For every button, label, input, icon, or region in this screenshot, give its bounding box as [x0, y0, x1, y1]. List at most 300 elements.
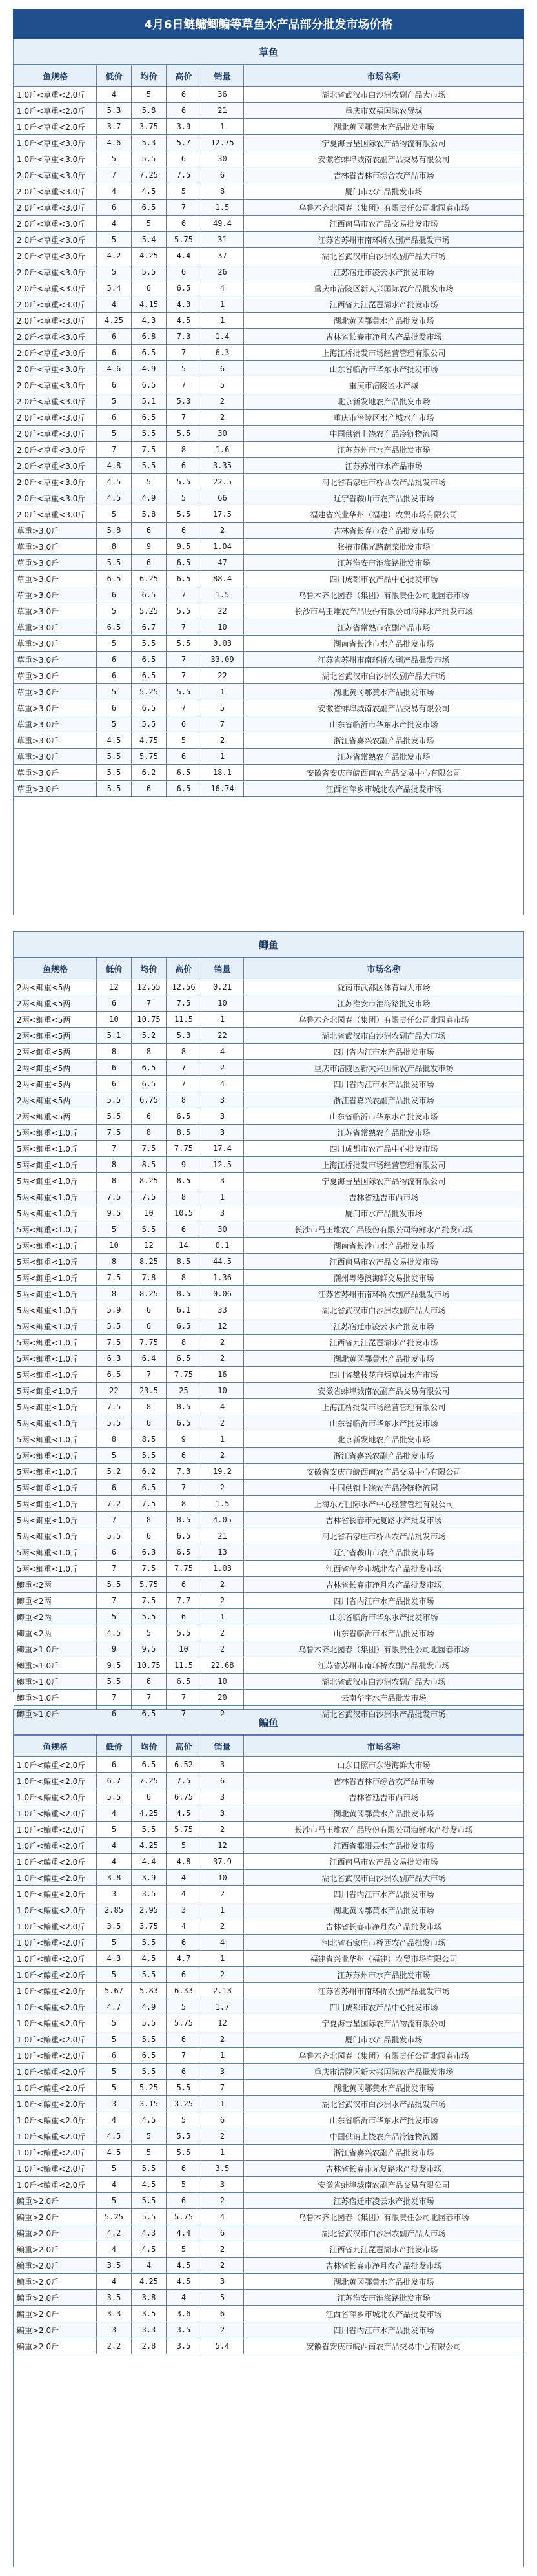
volume-cell: 1: [201, 2145, 244, 2161]
high-price-cell: 6: [167, 1967, 201, 1983]
low-price-cell: 4: [97, 2274, 132, 2290]
spec-cell: 2两<鲫重<5两: [14, 995, 97, 1012]
low-price-cell: 4.5: [97, 474, 132, 490]
market-cell: 重庆市涪陵区新大兴国际农产品批发市场: [244, 1060, 524, 1076]
volume-cell: 3: [201, 1125, 244, 1141]
high-price-cell: 7.3: [167, 329, 201, 345]
market-cell: 江苏宿迁市凌云水产批发市场: [244, 1318, 524, 1335]
spec-cell: 5两<鲫重<1.0斤: [14, 1431, 97, 1448]
spec-cell: 草重>3.0斤: [14, 555, 97, 571]
avg-price-cell: 5.5: [132, 1967, 167, 1983]
avg-price-cell: 4.3: [132, 2225, 167, 2241]
avg-price-cell: 5.25: [132, 2080, 167, 2096]
low-price-cell: 3.3: [97, 2306, 132, 2322]
volume-cell: 31: [201, 232, 244, 248]
market-cell: 湖北黄冈鄂黄水产品批发市场: [244, 2080, 524, 2096]
avg-price-cell: 6: [132, 1528, 167, 1544]
high-price-cell: 3.5: [167, 2322, 201, 2338]
high-price-cell: 5.5: [167, 684, 201, 700]
spec-cell: 草重>3.0斤: [14, 684, 97, 700]
avg-price-cell: 3.9: [132, 1870, 167, 1886]
avg-price-cell: 6: [132, 1674, 167, 1690]
avg-price-cell: 2.95: [132, 1902, 167, 1918]
column-header: 高价: [167, 958, 201, 979]
market-cell: 宁夏海吉星国际农产品物流有限公司: [244, 135, 524, 151]
high-price-cell: 10.5: [167, 1205, 201, 1221]
low-price-cell: 6.7: [97, 1773, 132, 1789]
market-cell: 北京新发地农产品批发市场: [244, 1431, 524, 1448]
market-cell: 山东省临沂市华东水产批发市场: [244, 2112, 524, 2128]
avg-price-cell: 8.25: [132, 1286, 167, 1302]
low-price-cell: 4.5: [97, 732, 132, 749]
table-row: [14, 1609, 524, 1625]
volume-cell: 5: [201, 377, 244, 393]
market-cell: 重庆市涪陵区水产城水产市场: [244, 410, 524, 426]
avg-price-cell: 6.2: [132, 765, 167, 781]
volume-cell: 6: [201, 2306, 244, 2322]
table-row: [14, 1415, 524, 1431]
high-price-cell: 5.75: [167, 232, 201, 248]
avg-price-cell: 7.25: [132, 167, 167, 183]
spec-cell: 2两<鲫重<5两: [14, 1028, 97, 1044]
market-cell: 四川成都市农产品中心批发市场: [244, 1141, 524, 1157]
spec-cell: 5两<鲫重<1.0斤: [14, 1238, 97, 1254]
high-price-cell: 6.5: [167, 765, 201, 781]
market-cell: 江西省鄱阳县水产品批发市场: [244, 1838, 524, 1854]
market-cell: 安徽省蚌埠城南农副产品交易有限公司: [244, 1383, 524, 1399]
high-price-cell: 9.5: [167, 539, 201, 555]
volume-cell: 6: [201, 2112, 244, 2128]
avg-price-cell: 10.75: [132, 1657, 167, 1674]
low-price-cell: 4.8: [97, 458, 132, 474]
avg-price-cell: 6.3: [132, 1544, 167, 1561]
table-row: [14, 1302, 524, 1318]
table-row: [14, 2338, 524, 2354]
market-cell: 江西省萍乡市城北农产品批发市场: [244, 781, 524, 797]
spec-cell: 5两<鲫重<1.0斤: [14, 1141, 97, 1157]
column-header: 均价: [132, 958, 167, 979]
avg-price-cell: 6.75: [132, 1092, 167, 1108]
high-price-cell: 5: [167, 183, 201, 200]
section-grass-carp: [13, 39, 524, 915]
avg-price-cell: 5.1: [132, 393, 167, 410]
table-row: [14, 1935, 524, 1951]
table-row: [14, 1512, 524, 1528]
market-cell: 河北省石家庄市桥西农产品批发市场: [244, 1528, 524, 1544]
avg-price-cell: 7: [132, 1690, 167, 1706]
table-row: [14, 1012, 524, 1028]
volume-cell: 2: [201, 2258, 244, 2274]
column-header: 市场名称: [244, 1736, 524, 1757]
low-price-cell: 5: [97, 426, 132, 442]
table-row: [14, 1641, 524, 1657]
low-price-cell: 5.25: [97, 2209, 132, 2225]
table-row: [14, 1076, 524, 1092]
spec-cell: 1.0斤<草重<3.0斤: [14, 151, 97, 167]
volume-cell: 17.4: [201, 1141, 244, 1157]
table-row: [14, 1983, 524, 1999]
low-price-cell: 4.25: [97, 313, 132, 329]
volume-cell: 0.21: [201, 979, 244, 995]
column-header: 低价: [97, 1736, 132, 1757]
spec-cell: 2两<鲫重<5两: [14, 1012, 97, 1028]
high-price-cell: 7: [167, 668, 201, 684]
spec-cell: 2.0斤<草重<3.0斤: [14, 248, 97, 264]
low-price-cell: 4.5: [97, 2145, 132, 2161]
avg-price-cell: 4.9: [132, 361, 167, 377]
low-price-cell: 8: [97, 1254, 132, 1270]
market-cell: 上海东方国际水产中心经营管理有限公司: [244, 1496, 524, 1512]
avg-price-cell: 4.15: [132, 296, 167, 313]
market-cell: 湖北黄冈鄂黄水产品批发市场: [244, 1351, 524, 1367]
avg-price-cell: 6: [132, 555, 167, 571]
low-price-cell: 6: [97, 377, 132, 393]
volume-cell: 3: [201, 2177, 244, 2193]
market-cell: 湖南省长沙市水产品批发市场: [244, 636, 524, 652]
avg-price-cell: 6.5: [132, 2048, 167, 2064]
market-cell: 江西省九江琵琶湖水产批发市场: [244, 296, 524, 313]
spec-cell: 鳊重>2.0斤: [14, 2225, 97, 2241]
spec-cell: 5两<鲫重<1.0斤: [14, 1399, 97, 1415]
low-price-cell: 8: [97, 539, 132, 555]
table-row: [14, 749, 524, 765]
high-price-cell: 6: [167, 2193, 201, 2209]
market-cell: 湖北省武汉市白沙洲农副产品大市场: [244, 1302, 524, 1318]
high-price-cell: 7: [167, 700, 201, 716]
avg-price-cell: 5.5: [132, 716, 167, 732]
low-price-cell: 7.5: [97, 1125, 132, 1141]
high-price-cell: 7: [167, 345, 201, 361]
high-price-cell: 5.5: [167, 2128, 201, 2145]
table-row: [14, 232, 524, 248]
spec-cell: 1.0斤<鳊重<2.0斤: [14, 1822, 97, 1838]
table-row: [14, 1254, 524, 1270]
high-price-cell: 6: [167, 103, 201, 119]
high-price-cell: 14: [167, 1238, 201, 1254]
low-price-cell: 5.5: [97, 1092, 132, 1108]
spec-cell: 1.0斤<鳊重<2.0斤: [14, 1805, 97, 1822]
table-row: [14, 1205, 524, 1221]
table-body: [14, 979, 524, 1722]
spec-cell: 2.0斤<草重<3.0斤: [14, 474, 97, 490]
volume-cell: 2: [201, 1351, 244, 1367]
spec-cell: 草重>3.0斤: [14, 603, 97, 619]
table-row: [14, 1967, 524, 1983]
volume-cell: 2: [201, 2031, 244, 2048]
market-cell: 山东省临沂市华东水产批发市场: [244, 1609, 524, 1625]
volume-cell: 1.6: [201, 442, 244, 458]
table-row: [14, 1351, 524, 1367]
volume-cell: 3: [201, 1092, 244, 1108]
spec-cell: 2.0斤<草重<3.0斤: [14, 377, 97, 393]
low-price-cell: 5.5: [97, 1789, 132, 1805]
avg-price-cell: 8: [132, 1399, 167, 1415]
volume-cell: 2: [201, 2193, 244, 2209]
avg-price-cell: 4.25: [132, 248, 167, 264]
table-row: [14, 1886, 524, 1902]
spec-cell: 鲫重<2两: [14, 1609, 97, 1625]
table-row: [14, 1092, 524, 1108]
table-row: [14, 1561, 524, 1577]
market-cell: 江苏淮安市淮海路批发市场: [244, 2290, 524, 2306]
high-price-cell: 4: [167, 1886, 201, 1902]
market-cell: 乌鲁木齐北园春（集团）有限责任公司北园春市场: [244, 1012, 524, 1028]
volume-cell: 10: [201, 1383, 244, 1399]
market-cell: 江西省萍乡市城北农产品批发市场: [244, 2306, 524, 2322]
market-cell: 四川省攀枝花市炳草岗水产市场: [244, 1367, 524, 1383]
volume-cell: 4: [201, 1044, 244, 1060]
market-cell: 吉林省长春市净月农产品批发市场: [244, 329, 524, 345]
low-price-cell: 12: [97, 979, 132, 995]
table-row: [14, 1221, 524, 1238]
volume-cell: 1.5: [201, 200, 244, 216]
high-price-cell: 6: [167, 2064, 201, 2080]
volume-cell: 12: [201, 2015, 244, 2031]
table-row: [14, 716, 524, 732]
table-row: [14, 1757, 524, 1773]
high-price-cell: 4: [167, 1870, 201, 1886]
high-price-cell: 7: [167, 587, 201, 603]
spec-cell: 草重>3.0斤: [14, 781, 97, 797]
low-price-cell: 7.5: [97, 1335, 132, 1351]
market-cell: 吉林省长春市光复路水产批发市场: [244, 1512, 524, 1528]
table-row: [14, 1544, 524, 1561]
low-price-cell: 3.5: [97, 1918, 132, 1935]
avg-price-cell: 5.5: [132, 1935, 167, 1951]
avg-price-cell: 23.5: [132, 1383, 167, 1399]
volume-cell: 1: [201, 684, 244, 700]
spec-cell: 2.0斤<草重<3.0斤: [14, 393, 97, 410]
market-cell: 浙江省嘉兴农副产品批发市场: [244, 1448, 524, 1464]
table-row: [14, 1870, 524, 1886]
spec-cell: 2.0斤<草重<3.0斤: [14, 216, 97, 232]
volume-cell: 1: [201, 296, 244, 313]
high-price-cell: 4: [167, 1918, 201, 1935]
high-price-cell: 5.5: [167, 474, 201, 490]
market-cell: 浙江省嘉兴农副产品批发市场: [244, 1092, 524, 1108]
volume-cell: 6: [201, 1773, 244, 1789]
volume-cell: 30: [201, 1221, 244, 1238]
high-price-cell: 6.5: [167, 1318, 201, 1335]
low-price-cell: 6: [97, 652, 132, 668]
avg-price-cell: 6: [132, 781, 167, 797]
market-cell: 江西省萍乡市城北农产品批发市场: [244, 1561, 524, 1577]
low-price-cell: 6: [97, 1480, 132, 1496]
low-price-cell: 4: [97, 216, 132, 232]
market-cell: 湖北省武汉市白沙洲水产品批发市场: [244, 2096, 524, 2112]
spec-cell: 1.0斤<草重<2.0斤: [14, 87, 97, 103]
volume-cell: 2: [201, 1641, 244, 1657]
low-price-cell: 5.2: [97, 1464, 132, 1480]
low-price-cell: 7: [97, 1141, 132, 1157]
volume-cell: 2: [201, 2241, 244, 2258]
spec-cell: 5两<鲫重<1.0斤: [14, 1254, 97, 1270]
table-row: [14, 995, 524, 1012]
low-price-cell: 6: [97, 1544, 132, 1561]
volume-cell: 30: [201, 151, 244, 167]
spec-cell: 2两<鲫重<5两: [14, 1108, 97, 1125]
high-price-cell: 10: [167, 1641, 201, 1657]
avg-price-cell: 5.5: [132, 426, 167, 442]
spec-cell: 1.0斤<鳊重<2.0斤: [14, 1838, 97, 1854]
low-price-cell: 8: [97, 1286, 132, 1302]
spec-cell: 5两<鲫重<1.0斤: [14, 1448, 97, 1464]
table-row: [14, 1854, 524, 1870]
low-price-cell: 7.5: [97, 1399, 132, 1415]
high-price-cell: 6.33: [167, 1983, 201, 1999]
table-row: [14, 1238, 524, 1254]
high-price-cell: 6: [167, 2031, 201, 2048]
volume-cell: 6: [201, 361, 244, 377]
high-price-cell: 6: [167, 1935, 201, 1951]
high-price-cell: 6: [167, 458, 201, 474]
volume-cell: 12: [201, 1318, 244, 1335]
spec-cell: 1.0斤<草重<2.0斤: [14, 119, 97, 135]
volume-cell: 3: [201, 1789, 244, 1805]
market-cell: 吉林省长春市农产品批发市场: [244, 523, 524, 539]
table-row: [14, 732, 524, 749]
table-row: [14, 1189, 524, 1205]
table-row: [14, 1822, 524, 1838]
market-cell: 江苏宿迁市凌云水产批发市场: [244, 2193, 524, 2209]
spec-cell: 5两<鲫重<1.0斤: [14, 1496, 97, 1512]
high-price-cell: 4.5: [167, 2274, 201, 2290]
market-cell: 中国供销上饶农产品冷链物流园: [244, 1480, 524, 1496]
volume-cell: 49.4: [201, 216, 244, 232]
avg-price-cell: 6.7: [132, 619, 167, 636]
table-row: [14, 2128, 524, 2145]
spec-cell: 鲫重>1.0斤: [14, 1657, 97, 1674]
spec-cell: 5两<鲫重<1.0斤: [14, 1335, 97, 1351]
high-price-cell: 4.3: [167, 296, 201, 313]
avg-price-cell: 8: [132, 1044, 167, 1060]
spec-cell: 2.0斤<草重<3.0斤: [14, 296, 97, 313]
volume-cell: 0.1: [201, 1238, 244, 1254]
low-price-cell: 4.5: [97, 2128, 132, 2145]
table-row: [14, 506, 524, 523]
market-cell: 江苏淮安市淮海路批发市场: [244, 995, 524, 1012]
volume-cell: 1: [201, 1902, 244, 1918]
market-cell: 湖北省武汉市白沙洲农副产品大市场: [244, 668, 524, 684]
market-cell: 湖北黄冈鄂黄水产品批发市场: [244, 1805, 524, 1822]
volume-cell: 16.74: [201, 781, 244, 797]
low-price-cell: 3.5: [97, 2290, 132, 2306]
high-price-cell: 6: [167, 264, 201, 280]
table-row: [14, 1399, 524, 1415]
low-price-cell: 7: [97, 442, 132, 458]
volume-cell: 88.4: [201, 571, 244, 587]
spec-cell: 2.0斤<草重<3.0斤: [14, 264, 97, 280]
market-cell: 长沙市马王堆农产品股份有限公司海鲜水产批发市场: [244, 1221, 524, 1238]
high-price-cell: 5.7: [167, 135, 201, 151]
low-price-cell: 5: [97, 2080, 132, 2096]
avg-price-cell: 6.5: [132, 587, 167, 603]
low-price-cell: 4: [97, 1854, 132, 1870]
avg-price-cell: 6.5: [132, 1480, 167, 1496]
spec-cell: 鳊重>2.0斤: [14, 2209, 97, 2225]
high-price-cell: 6.5: [167, 1108, 201, 1125]
low-price-cell: 6.5: [97, 1367, 132, 1383]
spec-cell: 5两<鲫重<1.0斤: [14, 1157, 97, 1173]
market-cell: 福建省兴业华州（福建）农贸市场有限公司: [244, 506, 524, 523]
volume-cell: 18.1: [201, 765, 244, 781]
table-row: [14, 2145, 524, 2161]
high-price-cell: 7.5: [167, 167, 201, 183]
avg-price-cell: 4.5: [132, 1951, 167, 1967]
market-cell: 四川成都市农产品中心批发市场: [244, 571, 524, 587]
high-price-cell: 5.5: [167, 506, 201, 523]
table-row: [14, 1141, 524, 1157]
high-price-cell: 5: [167, 1999, 201, 2015]
spec-cell: 5两<鲫重<1.0斤: [14, 1351, 97, 1367]
table-row: [14, 264, 524, 280]
spec-cell: 2.0斤<草重<3.0斤: [14, 345, 97, 361]
low-price-cell: 6: [97, 1706, 132, 1722]
high-price-cell: 6.5: [167, 1544, 201, 1561]
avg-price-cell: 6.4: [132, 1351, 167, 1367]
high-price-cell: 6: [167, 216, 201, 232]
market-cell: 四川省内江市水产品批发市场: [244, 1593, 524, 1609]
section-title: 鳊鱼: [14, 1709, 523, 1735]
table-row: [14, 2177, 524, 2193]
table-row: [14, 1789, 524, 1805]
spec-cell: 2.0斤<草重<3.0斤: [14, 361, 97, 377]
table-row: [14, 555, 524, 571]
market-cell: 江西省九江琵琶湖水产批发市场: [244, 1335, 524, 1351]
table-row: [14, 296, 524, 313]
spec-cell: 2两<鲫重<5两: [14, 979, 97, 995]
market-cell: 山东省临沂市华东水产批发市场: [244, 1108, 524, 1125]
avg-price-cell: 5.5: [132, 1448, 167, 1464]
market-cell: 上海江桥批发市场经营管理有限公司: [244, 1399, 524, 1415]
spec-cell: 草重>3.0斤: [14, 716, 97, 732]
spec-cell: 1.0斤<鳊重<2.0斤: [14, 2112, 97, 2128]
low-price-cell: 7: [97, 167, 132, 183]
volume-cell: 44.5: [201, 1254, 244, 1270]
market-cell: 山东日照市东港海鲜大市场: [244, 1757, 524, 1773]
high-price-cell: 8: [167, 1335, 201, 1351]
table-row: [14, 1157, 524, 1173]
volume-cell: 4.05: [201, 1512, 244, 1528]
avg-price-cell: 3.3: [132, 2322, 167, 2338]
avg-price-cell: 7.5: [132, 1141, 167, 1157]
avg-price-cell: 6: [132, 1415, 167, 1431]
high-price-cell: 5.5: [167, 636, 201, 652]
low-price-cell: 7: [97, 1593, 132, 1609]
table-row: [14, 1625, 524, 1641]
column-header: 均价: [132, 65, 167, 87]
spec-cell: 5两<鲫重<1.0斤: [14, 1464, 97, 1480]
market-cell: 江苏苏州市水产品批发市场: [244, 1967, 524, 1983]
market-cell: 湖北省武汉市白沙洲农副产品大市场: [244, 248, 524, 264]
market-cell: 江西南昌市农产品交易批发市场: [244, 1254, 524, 1270]
table-row: [14, 1528, 524, 1544]
spec-cell: 草重>3.0斤: [14, 636, 97, 652]
low-price-cell: 5: [97, 393, 132, 410]
low-price-cell: 4: [97, 183, 132, 200]
spec-cell: 5两<鲫重<1.0斤: [14, 1561, 97, 1577]
low-price-cell: 4: [97, 296, 132, 313]
low-price-cell: 8: [97, 1431, 132, 1448]
volume-cell: 26: [201, 264, 244, 280]
market-cell: 乌鲁木齐北园春（集团）有限责任公司北园春市场: [244, 2048, 524, 2064]
volume-cell: 3: [201, 1108, 244, 1125]
avg-price-cell: 7: [132, 995, 167, 1012]
spec-cell: 1.0斤<鳊重<2.0斤: [14, 2145, 97, 2161]
avg-price-cell: 5.5: [132, 2161, 167, 2177]
volume-cell: 4: [201, 1076, 244, 1092]
low-price-cell: 5: [97, 2031, 132, 2048]
